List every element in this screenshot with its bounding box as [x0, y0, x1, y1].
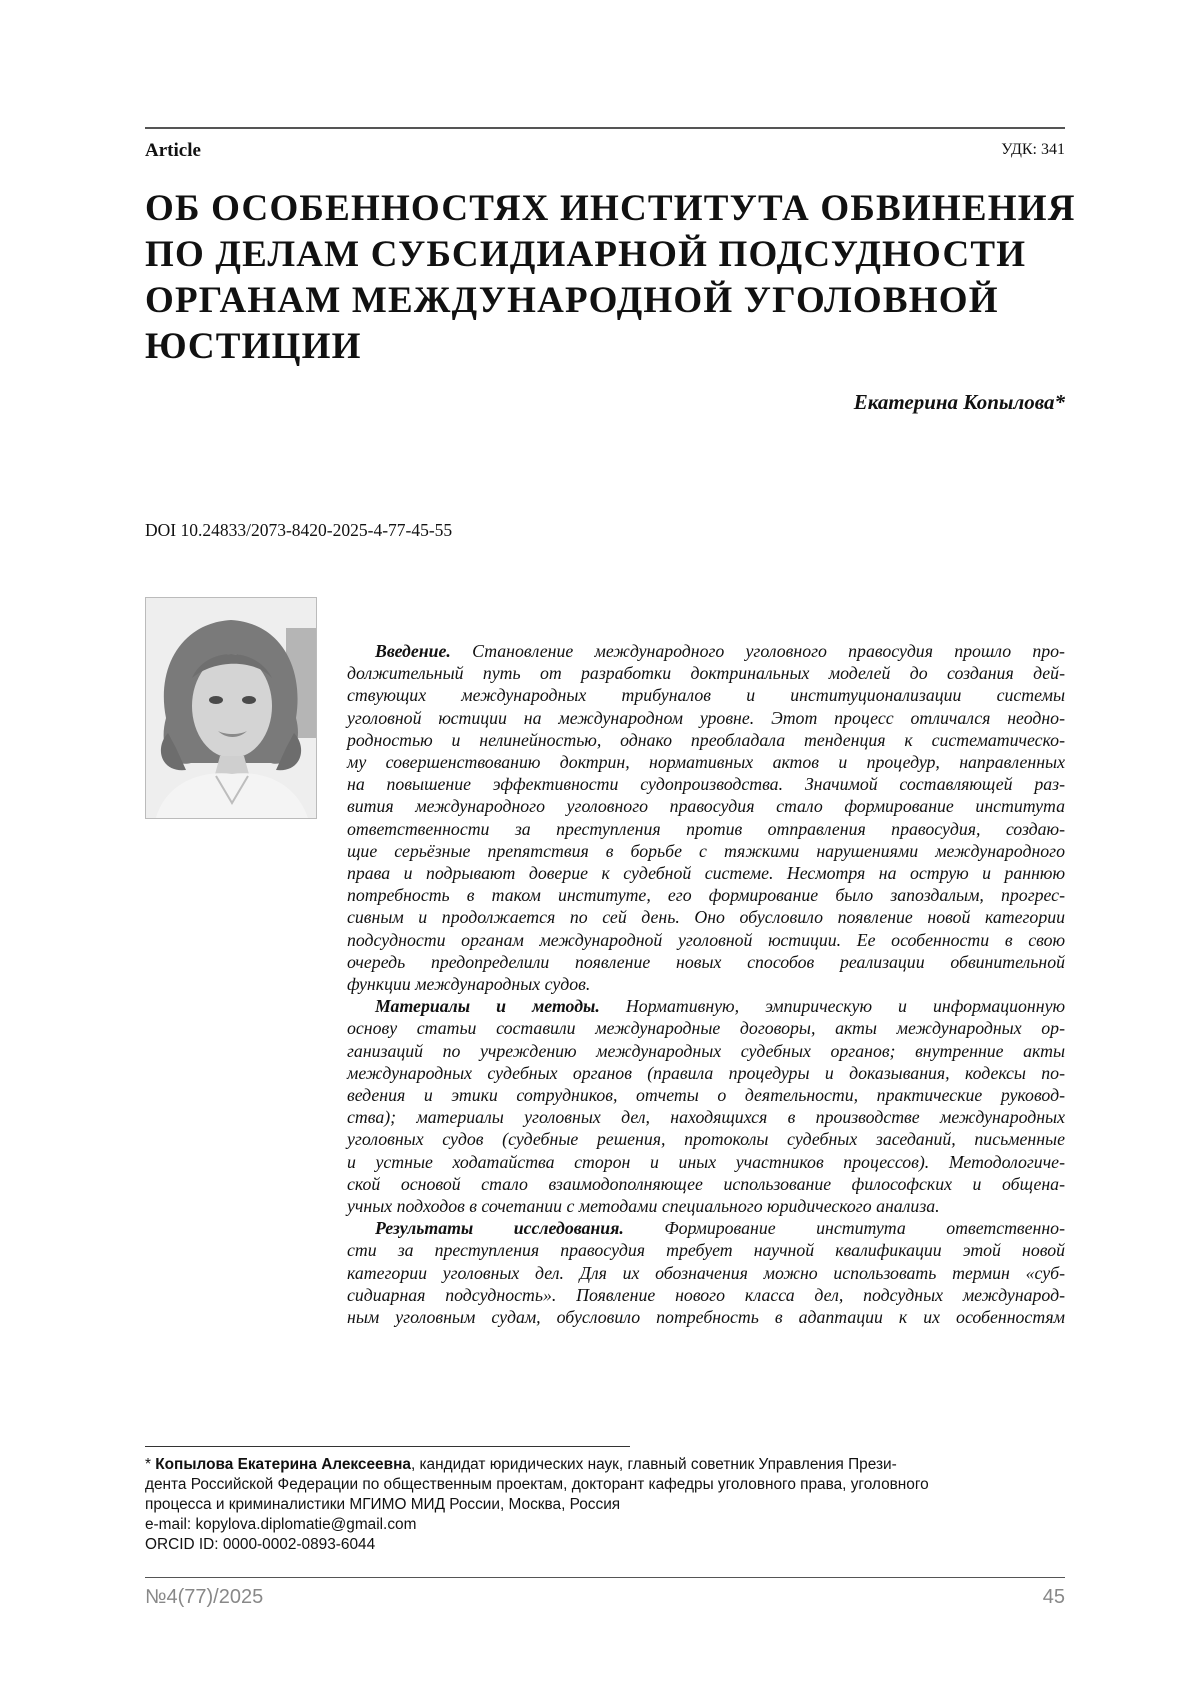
title-line: ЮСТИЦИИ	[145, 326, 362, 367]
udk-code: УДК: 341	[1001, 141, 1065, 158]
abstract-line: ным уголовным судам, обусловило потребность в адаптации к их особенностям	[347, 1307, 1065, 1328]
abstract-line: международных судебных органов (правила процедуры и доказывания, кодексы по-	[347, 1062, 1065, 1083]
email-label: e-mail:	[145, 1516, 196, 1533]
abstract-line: функции международных судов.	[347, 974, 591, 995]
abstract-line: и устные ходатайства сторон и иных участников процессов). Методологиче-	[347, 1151, 1065, 1172]
abstract-line: вития международного уголовного правосудия стало формирование института	[347, 796, 1065, 817]
footnote-line	[145, 1455, 1070, 1475]
abstract-line: ганизаций по учреждению международных судебных органов; внутренние акты	[347, 1040, 1065, 1061]
abstract-line: подсудности органам международной уголовной юстиции. Ее особенности в свою	[347, 929, 1065, 950]
abstract-line: должительный путь от разработки доктринальных моделей до создания дей-	[347, 663, 1065, 684]
abstract-line: категории уголовных дел. Для их обозначения можно использовать термин «суб-	[347, 1262, 1065, 1283]
abstract-line: ской основой стало взаимодополняющее использование философских и общена-	[347, 1173, 1065, 1194]
abstract-line-text: Формирование института ответственно-	[664, 1218, 1065, 1239]
section-heading: Результаты исследования.	[375, 1218, 624, 1239]
author-name: Екатерина Копылова*	[853, 390, 1065, 414]
abstract-line: основу статьи составили международные договоры, акты международных ор-	[347, 1018, 1065, 1039]
title-line: ПО ДЕЛАМ СУБСИДИАРНОЙ ПОДСУДНОСТИ	[145, 234, 1027, 275]
abstract-line: на повышение эффективности судопроизводства. Значимой составляющей раз-	[347, 774, 1065, 795]
abstract	[347, 640, 1065, 1328]
abstract-line: потребность в таком институте, его формирование было запоздалым, прогрес-	[347, 885, 1065, 906]
article-type-label: Article	[145, 140, 201, 161]
footer-rule	[145, 1577, 1065, 1578]
abstract-line: учных подходов в сочетании с методами специального юридического анализа.	[347, 1196, 940, 1217]
orcid-label: ORCID ID:	[145, 1536, 223, 1553]
abstract-line	[347, 640, 1065, 662]
section-heading: Материалы и методы.	[375, 996, 600, 1017]
abstract-line: сидиарная подсудность». Появление нового класса дел, подсудных международ-	[347, 1284, 1065, 1305]
author-footnote	[145, 1455, 1070, 1555]
title-line: ОБ ОСОБЕННОСТЯХ ИНСТИТУТА ОБВИНЕНИЯ	[145, 188, 1076, 229]
abstract-line: права и подрывают доверие к судебной системе. Несмотря на острую и раннюю	[347, 863, 1065, 884]
journal-issue: №4(77)/2025	[145, 1586, 264, 1608]
abstract-line: сти за преступления правосудия требует научной квалификации этой новой	[347, 1240, 1065, 1261]
abstract-line: сивным и продолжается по сей день. Оно обусловило появление новой категории	[347, 907, 1065, 928]
abstract-line: ответственности за преступления против отправления правосудия, создаю-	[347, 818, 1065, 839]
title-line: ОРГАНАМ МЕЖДУНАРОДНОЙ УГОЛОВНОЙ	[145, 280, 999, 321]
footnote-email-line	[145, 1515, 1070, 1535]
footnote-author-name: Копылова Екатерина Алексеевна	[155, 1456, 411, 1473]
page-number: 45	[1042, 1586, 1065, 1608]
abstract-introduction	[347, 640, 1065, 995]
doi: DOI 10.24833/2073-8420-2025-4-77-45-55	[145, 520, 453, 540]
abstract-methods	[347, 995, 1065, 1217]
abstract-line: ства); материалы уголовных дел, находящихся в производстве международных	[347, 1107, 1065, 1128]
abstract-line	[347, 995, 1065, 1017]
footnote-line: дента Российской Федерации по общественным проектам, докторант кафедры уголовного права, уголовного	[145, 1476, 929, 1493]
abstract-line-text: Становление международного уголовного правосудия прошло про-	[472, 641, 1065, 661]
abstract-line: му совершенствованию доктрин, нормативных актов и процедур, направленных	[347, 752, 1065, 773]
abstract-line	[347, 1217, 1065, 1239]
abstract-line: родностью и нелинейностью, однако преобладала тенденция к систематическо-	[347, 729, 1065, 750]
author-photo	[145, 597, 317, 819]
footnote-separator	[145, 1446, 630, 1447]
abstract-line: ведения и этики сотрудников, отчеты о деятельности, практические руковод-	[347, 1085, 1065, 1106]
footnote-orcid-line	[145, 1535, 1070, 1555]
orcid-id: 0000-0002-0893-6044	[222, 1536, 376, 1553]
email-link[interactable]: kopylova.diplomatie@gmail.com	[195, 1516, 417, 1533]
author-portrait-icon	[146, 598, 316, 818]
header-rule	[145, 127, 1065, 129]
abstract-line: очередь предопределили появление новых способов реализации обвинительной	[347, 951, 1065, 972]
article-title	[145, 186, 1085, 370]
abstract-line: щие серьёзные препятствия в борьбе с тяжкими нарушениями международного	[347, 840, 1065, 861]
footnote-marker: *	[145, 1456, 156, 1473]
abstract-line: уголовных судов (судебные решения, протоколы судебных заседаний, письменные	[347, 1129, 1065, 1150]
abstract-line-text: Нормативную, эмпирическую и информационную	[625, 996, 1066, 1017]
footnote-text: , кандидат юридических наук, главный советник Управления Прези-	[410, 1456, 897, 1473]
abstract-results	[347, 1217, 1065, 1328]
section-heading: Введение.	[375, 641, 451, 661]
abstract-line: уголовной юстиции на международном уровне. Этот процесс отличался неодно-	[347, 707, 1065, 728]
abstract-line: ствующих международных трибуналов и институционализации системы	[347, 685, 1065, 706]
footnote-line: процесса и криминалистики МГИМО МИД России, Москва, Россия	[145, 1496, 621, 1513]
